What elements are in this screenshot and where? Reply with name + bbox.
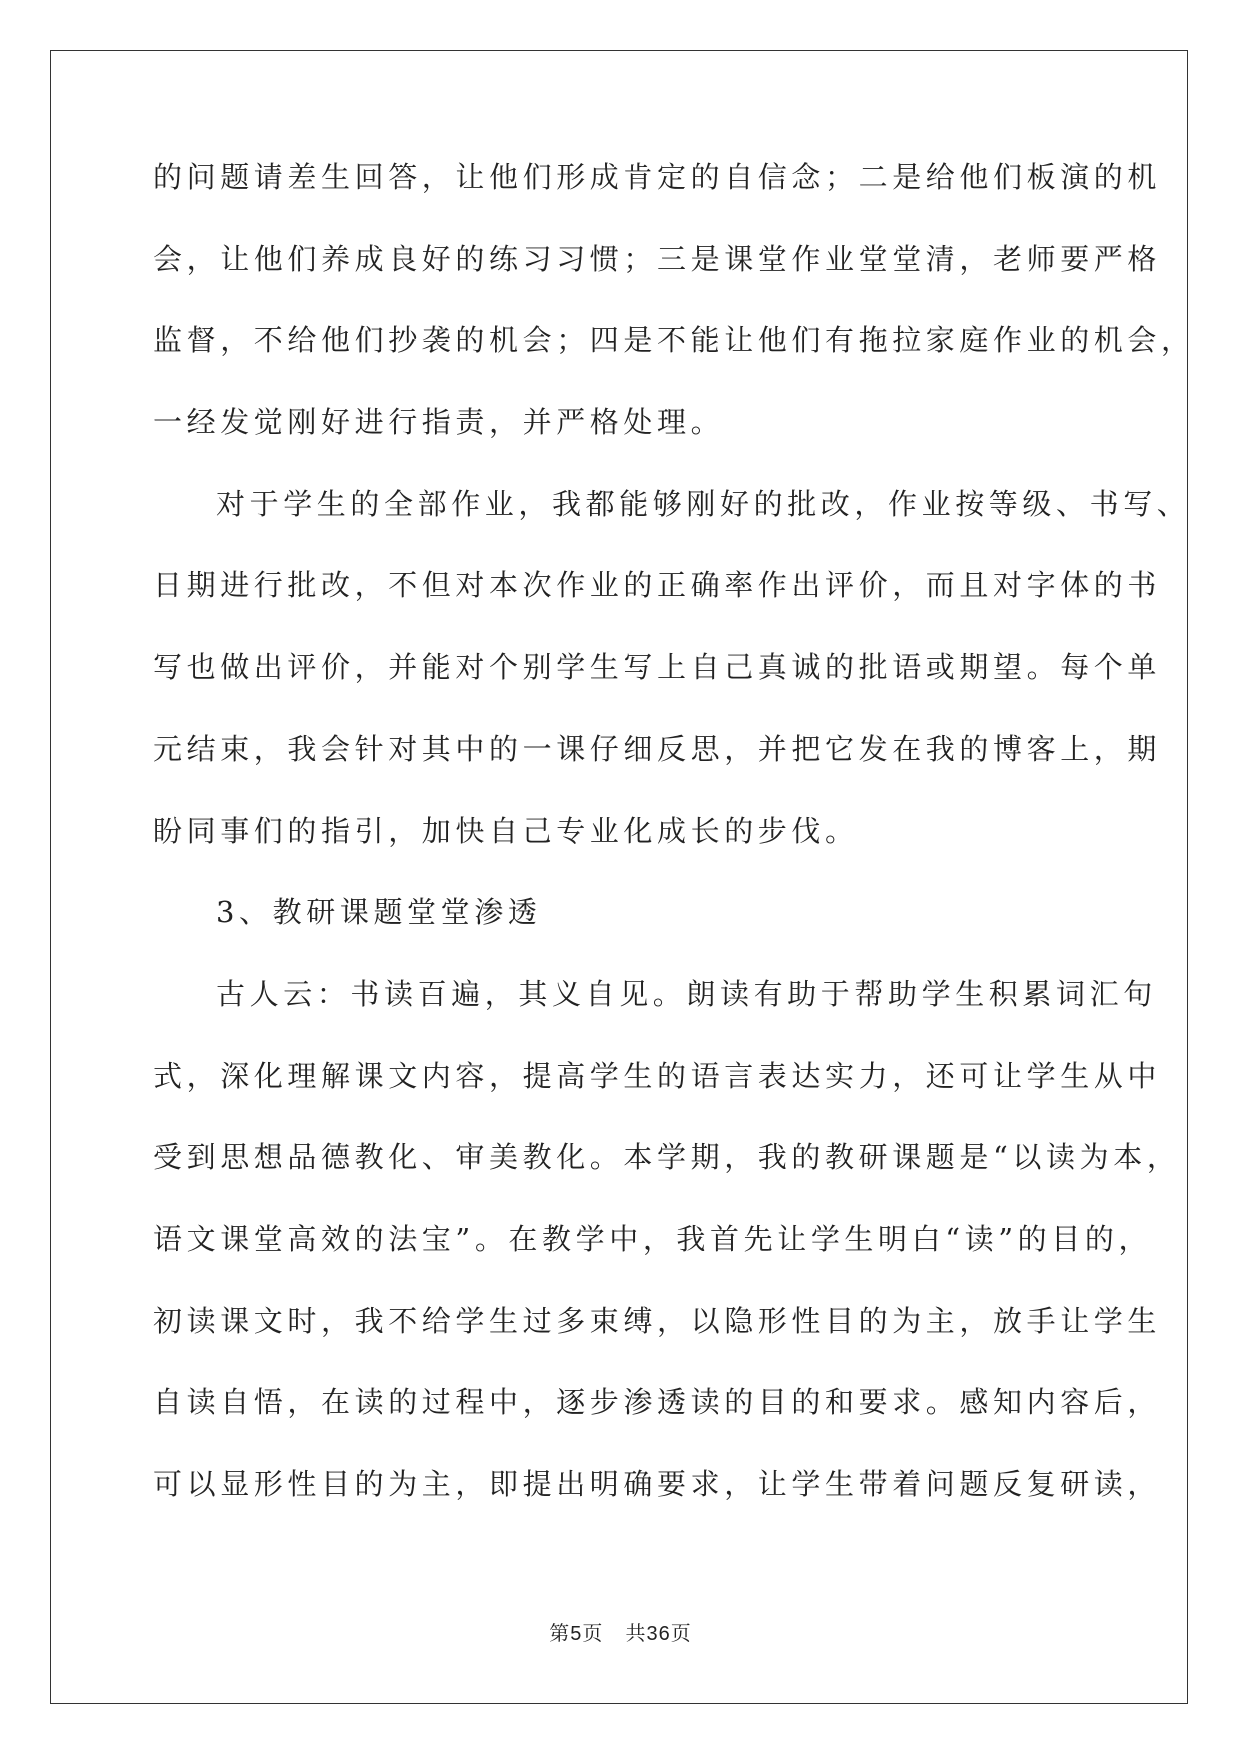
text-line: 会，让他们养成良好的练习习惯；三是课堂作业堂堂清，老师要严格 (153, 241, 1162, 276)
text-line: 日期进行批改，不但对本次作业的正确率作出评价，而且对字体的书 (153, 568, 1162, 603)
section-heading: 3、教研课题堂堂渗透 (216, 895, 542, 930)
page-prefix: 第 (549, 1621, 571, 1645)
total-pages: 36 (646, 1623, 671, 1645)
text-line: 自读自悟，在读的过程中，逐步渗透读的目的和要求。感知内容后， (153, 1385, 1162, 1420)
total-suffix: 页 (670, 1621, 692, 1645)
text-line: 受到思想品德教化、审美教化。本学期，我的教研课题是“以读为本， (153, 1140, 1181, 1175)
text-line: 元结束，我会针对其中的一课仔细反思，并把它发在我的博客上，期 (153, 731, 1162, 766)
text-line: 一经发觉刚好进行指责，并严格处理。 (153, 405, 725, 440)
paragraph-first-line: 对于学生的全部作业，我都能够刚好的批改，作业按等级、书写、 (216, 486, 1191, 521)
text-line: 写也做出评价，并能对个别学生写上自己真诚的批语或期望。每个单 (153, 650, 1162, 685)
text-line: 监督，不给他们抄袭的机会；四是不能让他们有拖拉家庭作业的机会， (153, 323, 1195, 358)
text-line: 的问题请差生回答，让他们形成肯定的自信念；二是给他们板演的机 (153, 160, 1162, 194)
text-line: 式，深化理解课文内容，提高学生的语言表达实力，还可让学生从中 (153, 1058, 1162, 1093)
page-suffix: 页 (582, 1621, 604, 1645)
text-line: 盼同事们的指引，加快自己专业化成长的步伐。 (153, 813, 859, 848)
paragraph-first-line: 古人云：书读百遍，其义自见。朗读有助于帮助学生积累词汇句 (216, 976, 1157, 1011)
page-footer (0, 1617, 1241, 1646)
text-line: 可以显形性目的为主，即提出明确要求，让学生带着问题反复研读， (153, 1467, 1162, 1501)
total-prefix: 共 (625, 1621, 647, 1645)
text-line: 初读课文时，我不给学生过多束缚，以隐形性目的为主，放手让学生 (153, 1303, 1162, 1338)
page-number: 5 (570, 1623, 583, 1645)
text-line: 语文课堂高效的法宝”。在教学中，我首先让学生明白“读”的目的， (153, 1221, 1153, 1256)
body-text (153, 157, 1195, 1546)
